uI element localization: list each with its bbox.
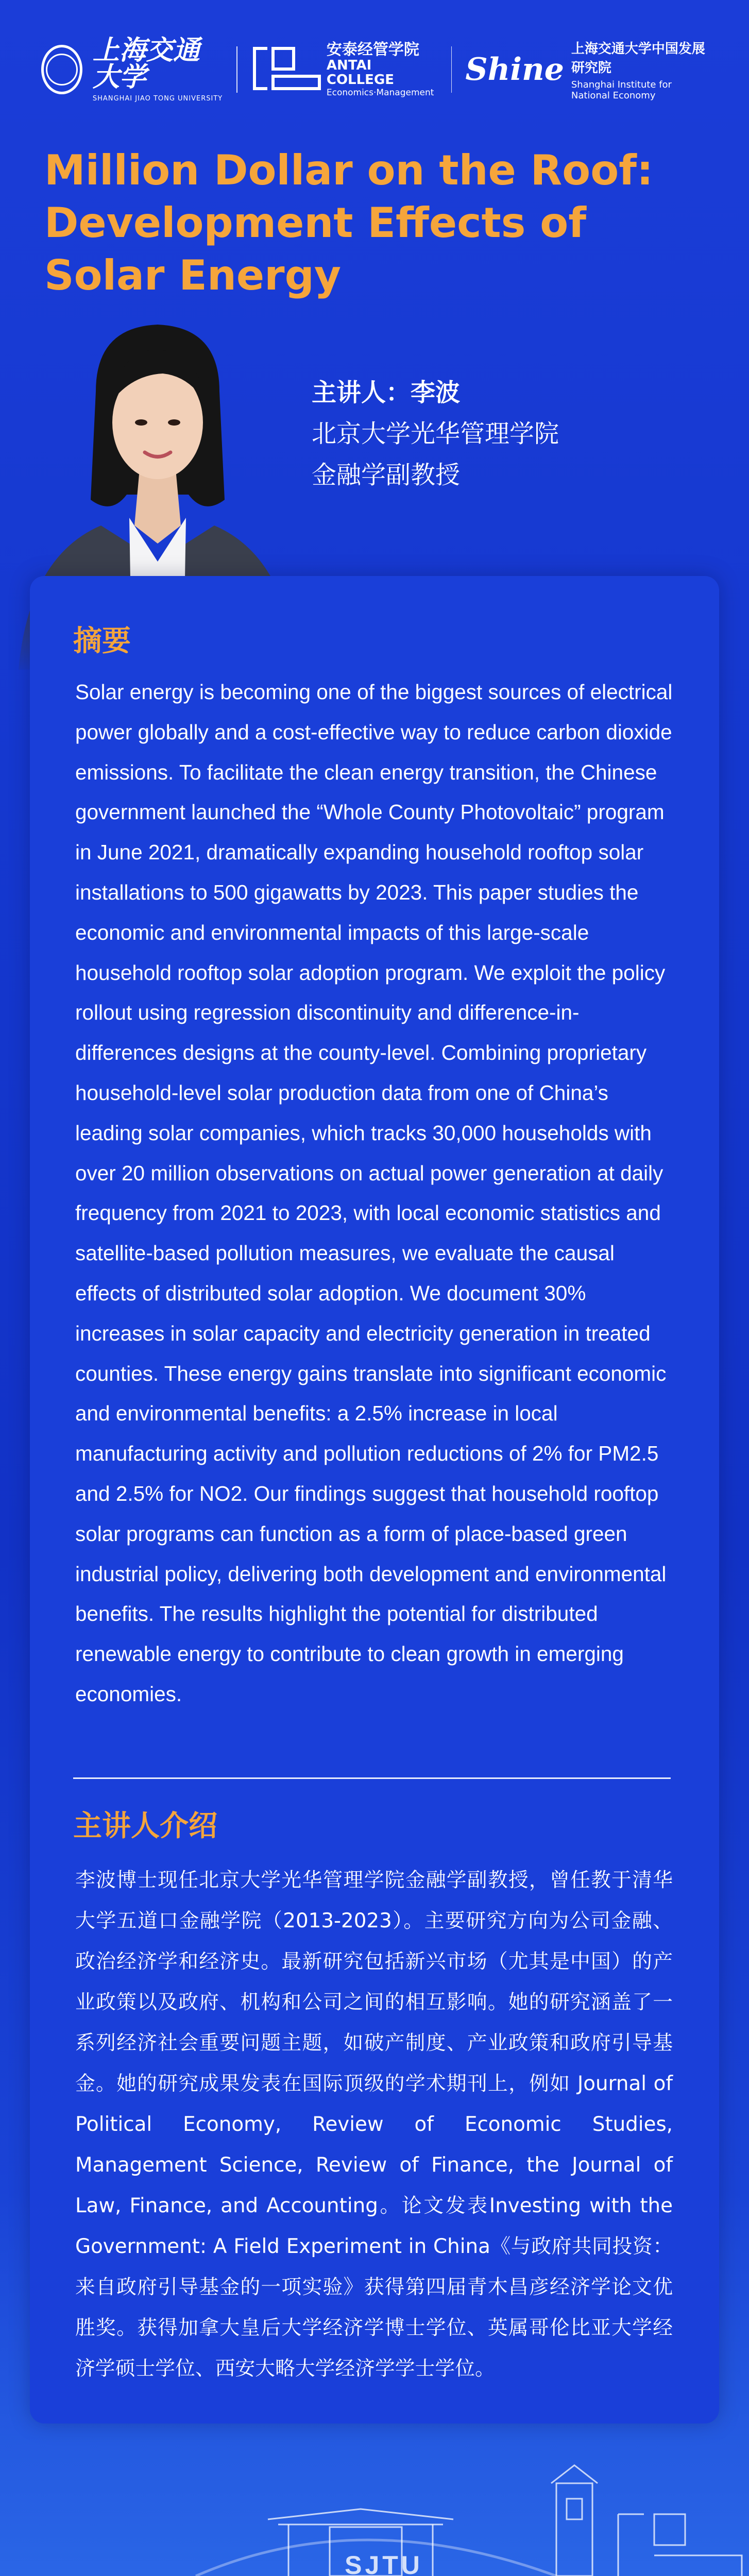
bio-text: 李波博士现任北京大学光华管理学院金融学副教授，曾任教于清华大学五道口金融学院（2013-2023）。主要研究方向为公司金融、政治经济学和经济史。最新研究包括新兴市场（尤其是中国）的产业政策以及政府、机构和公司之间的相互影响。她的研究涵盖了一系列经济社会重要问题主题，如破产制度、产业政策和政府引导基金。她的研究成果发表在国际顶级的学术期刊上，例如 Journal of Political Economy, Review of Economic Studies, Management Science, Review of Finance, the Journal of Law, Finance, and Accounting。论文发表Investing with the Government: A Field Experiment in China《与政府共同投资：来自政府引导基金的一项实验》获得第四届青木昌彦经济学论文优胜奖。获得加拿大皇后大学经济学博士学位、英属哥伦比亚大学经济学硕士学位、西安大略大学经济学学士学位。 bbox=[75, 1869, 673, 2380]
sjtu-name-en: SHANGHAI JIAO TONG UNIVERSITY bbox=[92, 94, 223, 103]
speaker-affiliation: 北京大学光华管理学院 bbox=[312, 419, 559, 448]
speaker-info bbox=[312, 372, 559, 496]
shine-wordmark: Shine bbox=[465, 52, 564, 88]
abstract-text: Solar energy is becoming one of the biggest sources of electrical power globally and a cost-effective way to reduce carbon dioxide emissions. To facilitate the clean energy transition, the Chinese government launched the “Whole County Photovoltaic” program in June 2021, dramatically expanding household rooftop solar installations to 500 gigawatts by 2023. This paper studies the economic and environmental impacts of this large-scale household rooftop solar adoption program. We exploit the policy rollout using regression discontinuity and difference-in-differences designs at the county-level. Combining proprietary household-level solar production data from one of China’s leading solar companies, which tracks 30,000 households with over 20 million observations on actual power generation at daily frequency from 2021 to 2023, with local economic statistics and satellite-based pollution measures, we evaluate the causal effects of distributed solar adoption. We document 30% increases in solar capacity and electricity generation in treated counties. These energy gains translate into significant economic and environmental benefits: a 2.5% increase in local manufacturing activity and pollution reductions of 2% for PM2.5 and 2.5% for NO2. Our findings suggest that household rooftop solar programs can function as a form of place-based green industrial policy, delivering both development and environmental benefits. The results highlight the potential for distributed renewable energy to contribute to clean growth in emerging economies. bbox=[75, 680, 673, 1706]
section-divider bbox=[73, 1777, 671, 1779]
antai-mark-icon bbox=[251, 45, 319, 94]
antai-subtitle: Economics·Management bbox=[326, 87, 434, 98]
logo-divider bbox=[236, 46, 237, 93]
sjtu-logo bbox=[41, 34, 223, 103]
logo-divider bbox=[451, 46, 452, 93]
antai-name-en: ANTAI COLLEGE bbox=[326, 57, 395, 88]
header-logos bbox=[41, 36, 708, 103]
antai-logo bbox=[251, 41, 438, 98]
shine-logo bbox=[465, 38, 708, 101]
sjtu-footer-label: SJTU bbox=[345, 2551, 423, 2576]
abstract-heading: 摘要 bbox=[73, 624, 131, 658]
antai-name-cn: 安泰经管学院 bbox=[326, 40, 419, 59]
bio-heading: 主讲人介绍 bbox=[73, 1809, 217, 1843]
shine-name-cn: 上海交通大学中国发展研究院 bbox=[571, 41, 705, 76]
sjtu-name-cn: 上海交通大学 bbox=[92, 34, 200, 93]
sjtu-emblem-icon bbox=[41, 45, 82, 94]
speaker-position: 金融学副教授 bbox=[312, 461, 461, 489]
speaker-name: 主讲人：李波 bbox=[312, 378, 461, 407]
campus-skyline-illustration bbox=[0, 2421, 749, 2576]
shine-name-en: Shanghai Institute for National Economy bbox=[571, 79, 672, 101]
page-title: Million Dollar on the Roof: Development Effects of Solar Energy bbox=[44, 146, 653, 299]
